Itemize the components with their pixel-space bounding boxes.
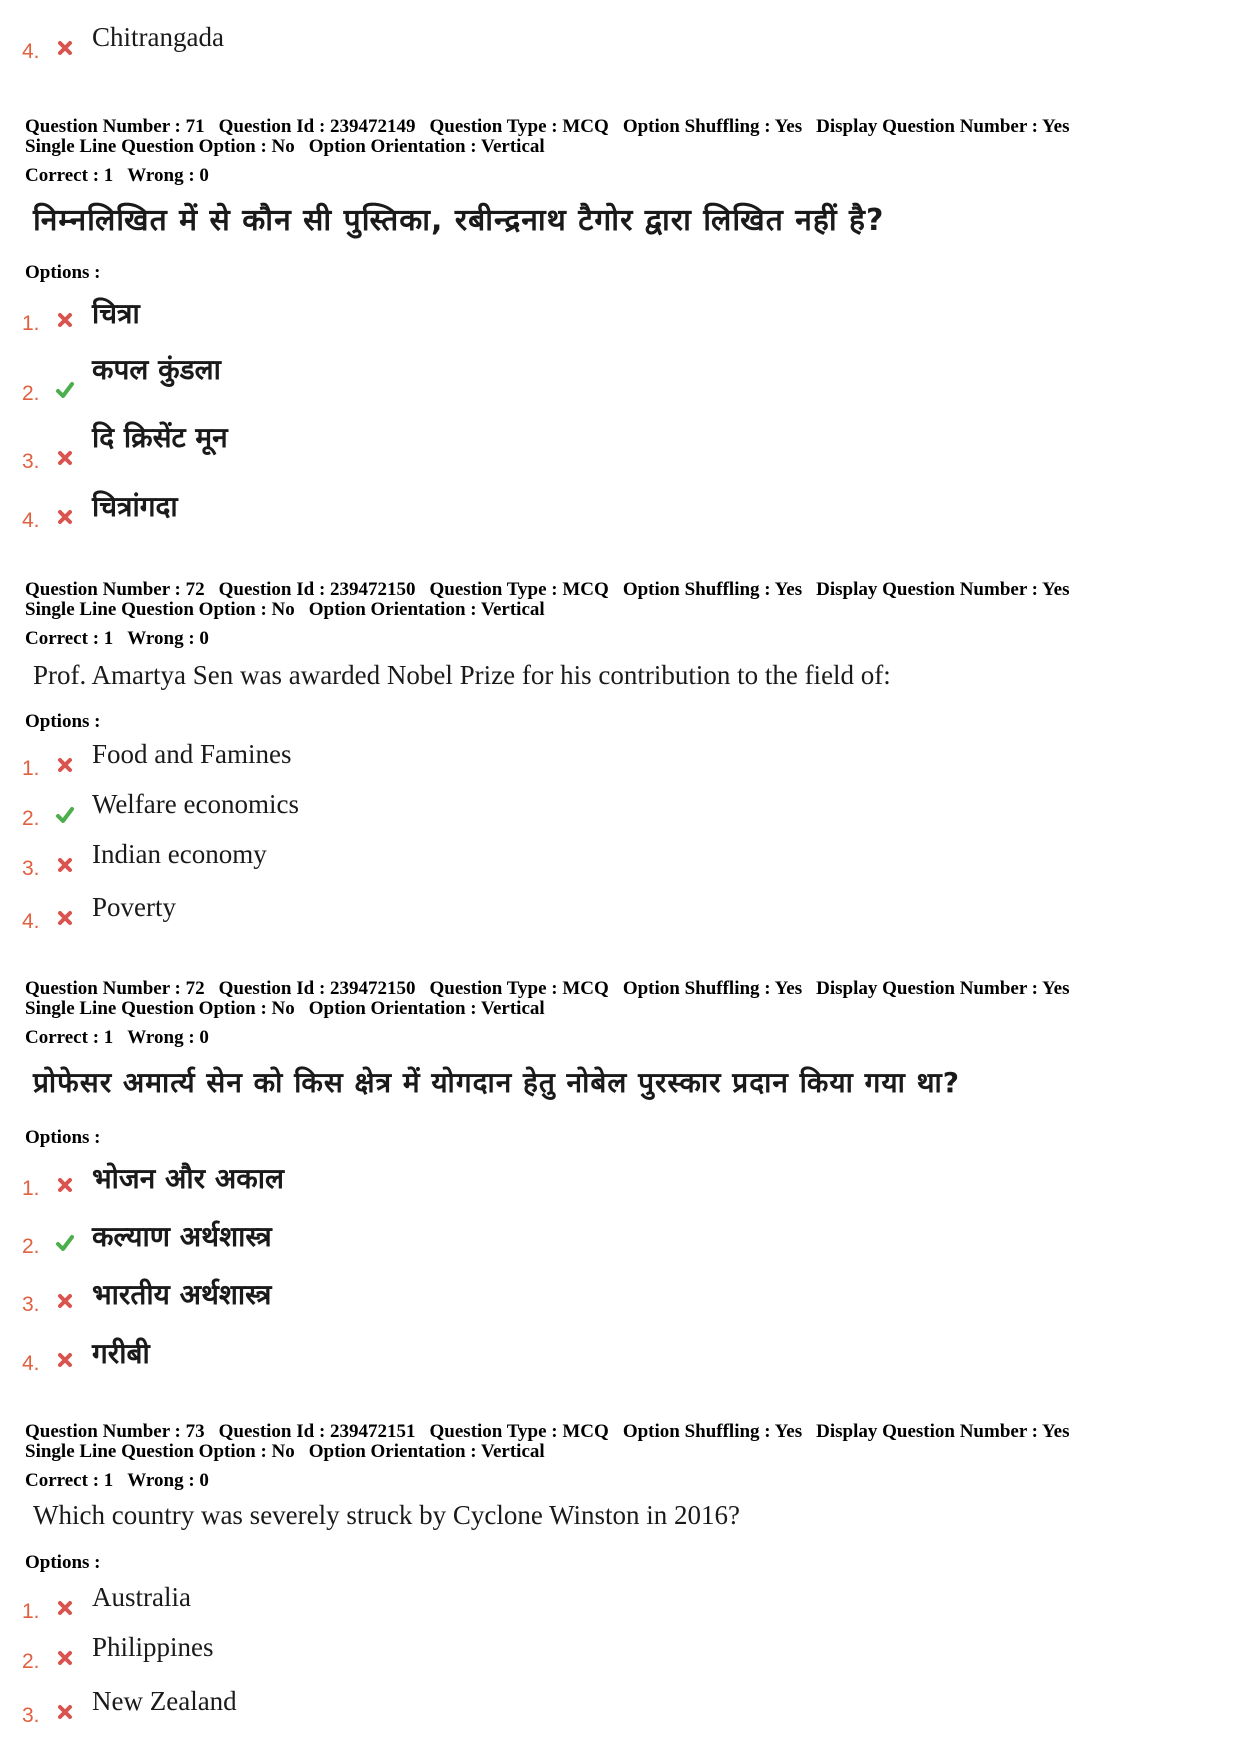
- option-text: भोजन और अकाल: [92, 1162, 284, 1195]
- option-text: चित्रांगदा: [92, 490, 178, 523]
- question-text: Which country was severely struck by Cyclone Winston in 2016?: [33, 1500, 741, 1530]
- option-text: भारतीय अर्थशास्त्र: [92, 1278, 272, 1311]
- option-row: 3. New Zealand: [22, 1686, 237, 1727]
- cross-icon: [55, 507, 75, 527]
- score-line: Correct : 1 Wrong : 0: [25, 1470, 209, 1491]
- option-row: 4. गरीबी: [22, 1340, 922, 1380]
- option-text: New Zealand: [92, 1686, 237, 1716]
- question-text: प्रोफेसर अमार्त्य सेन को किस क्षेत्र में योगदान हेतु नोबेल पुरस्कार प्रदान किया गया था?: [33, 1066, 961, 1099]
- option-row: [22, 22, 922, 68]
- option-row: 2. Philippines: [22, 1632, 214, 1673]
- question-text: Prof. Amartya Sen was awarded Nobel Prize for his contribution to the field of:: [33, 660, 891, 690]
- options-label: Options :: [25, 711, 101, 732]
- option-row: 2. Welfare economics: [22, 789, 299, 830]
- option-row: 2. कपल कुंडला: [22, 370, 922, 410]
- question-meta: Question Number : 72 Question Id : 239472150 Question Type : MCQ Option Shuffling : Yes Display Question Number : Yes: [25, 579, 1070, 600]
- question-meta-2: Single Line Question Option : No Option Orientation : Vertical: [25, 599, 545, 620]
- cross-icon: [55, 1175, 75, 1195]
- cross-icon: [55, 855, 75, 875]
- cross-icon: [55, 1648, 75, 1668]
- score-line: Correct : 1 Wrong : 0: [25, 165, 209, 186]
- option-text: Food and Famines: [92, 739, 292, 769]
- question-meta: Question Number : 73 Question Id : 239472151 Question Type : MCQ Option Shuffling : Yes Display Question Number : Yes: [25, 1421, 1070, 1442]
- option-text: Poverty: [92, 892, 176, 922]
- options-label: Options :: [25, 262, 101, 283]
- cross-icon: [55, 1291, 75, 1311]
- option-text: Australia: [92, 1582, 191, 1612]
- cross-icon: [55, 1702, 75, 1722]
- check-icon: [55, 380, 75, 400]
- cross-icon: [55, 1350, 75, 1370]
- cross-icon: [55, 1598, 75, 1618]
- option-text: दि क्रिसेंट मून: [92, 421, 228, 454]
- check-icon: [55, 805, 75, 825]
- options-label: Options :: [25, 1552, 101, 1573]
- cross-icon: [55, 38, 75, 58]
- option-text: Indian economy: [92, 839, 267, 869]
- question-meta: Question Number : 72 Question Id : 239472150 Question Type : MCQ Option Shuffling : Yes Display Question Number : Yes: [25, 978, 1070, 999]
- score-line: Correct : 1 Wrong : 0: [25, 628, 209, 649]
- question-meta: Question Number : 71 Question Id : 239472149 Question Type : MCQ Option Shuffling : Yes Display Question Number : Yes: [25, 116, 1070, 137]
- option-text: चित्रा: [92, 297, 140, 330]
- option-row: 4. चित्रांगदा: [22, 497, 922, 537]
- cross-icon: [55, 755, 75, 775]
- option-text: कपल कुंडला: [92, 353, 221, 386]
- option-number: 4.: [22, 40, 40, 63]
- option-row: 3. Indian economy: [22, 839, 267, 880]
- option-row: 1. चित्रा: [22, 300, 922, 340]
- option-row: 2. कल्याण अर्थशास्त्र: [22, 1223, 922, 1263]
- option-row: 3. दि क्रिसेंट मून: [22, 438, 922, 478]
- options-label: Options :: [25, 1127, 101, 1148]
- cross-icon: [55, 448, 75, 468]
- option-text: Philippines: [92, 1632, 214, 1662]
- question-meta-2: Single Line Question Option : No Option Orientation : Vertical: [25, 998, 545, 1019]
- question-text: निम्नलिखित में से कौन सी पुस्तिका, रबीन्द्रनाथ टैगोर द्वारा लिखित नहीं है?: [33, 203, 885, 238]
- option-text: गरीबी: [92, 1337, 150, 1370]
- question-meta-2: Single Line Question Option : No Option Orientation : Vertical: [25, 136, 545, 157]
- option-row: 1. भोजन और अकाल: [22, 1165, 922, 1205]
- option-row: 4. Poverty: [22, 892, 176, 933]
- option-text: Welfare economics: [92, 789, 299, 819]
- score-line: Correct : 1 Wrong : 0: [25, 1027, 209, 1048]
- cross-icon: [55, 908, 75, 928]
- check-icon: [55, 1233, 75, 1253]
- option-row: 1. Food and Famines: [22, 739, 292, 780]
- option-row: 3. भारतीय अर्थशास्त्र: [22, 1281, 922, 1321]
- option-text: कल्याण अर्थशास्त्र: [92, 1220, 272, 1253]
- question-meta-2: Single Line Question Option : No Option Orientation : Vertical: [25, 1441, 545, 1462]
- cross-icon: [55, 310, 75, 330]
- option-text: Chitrangada: [92, 22, 224, 52]
- option-row: 1. Australia: [22, 1582, 191, 1623]
